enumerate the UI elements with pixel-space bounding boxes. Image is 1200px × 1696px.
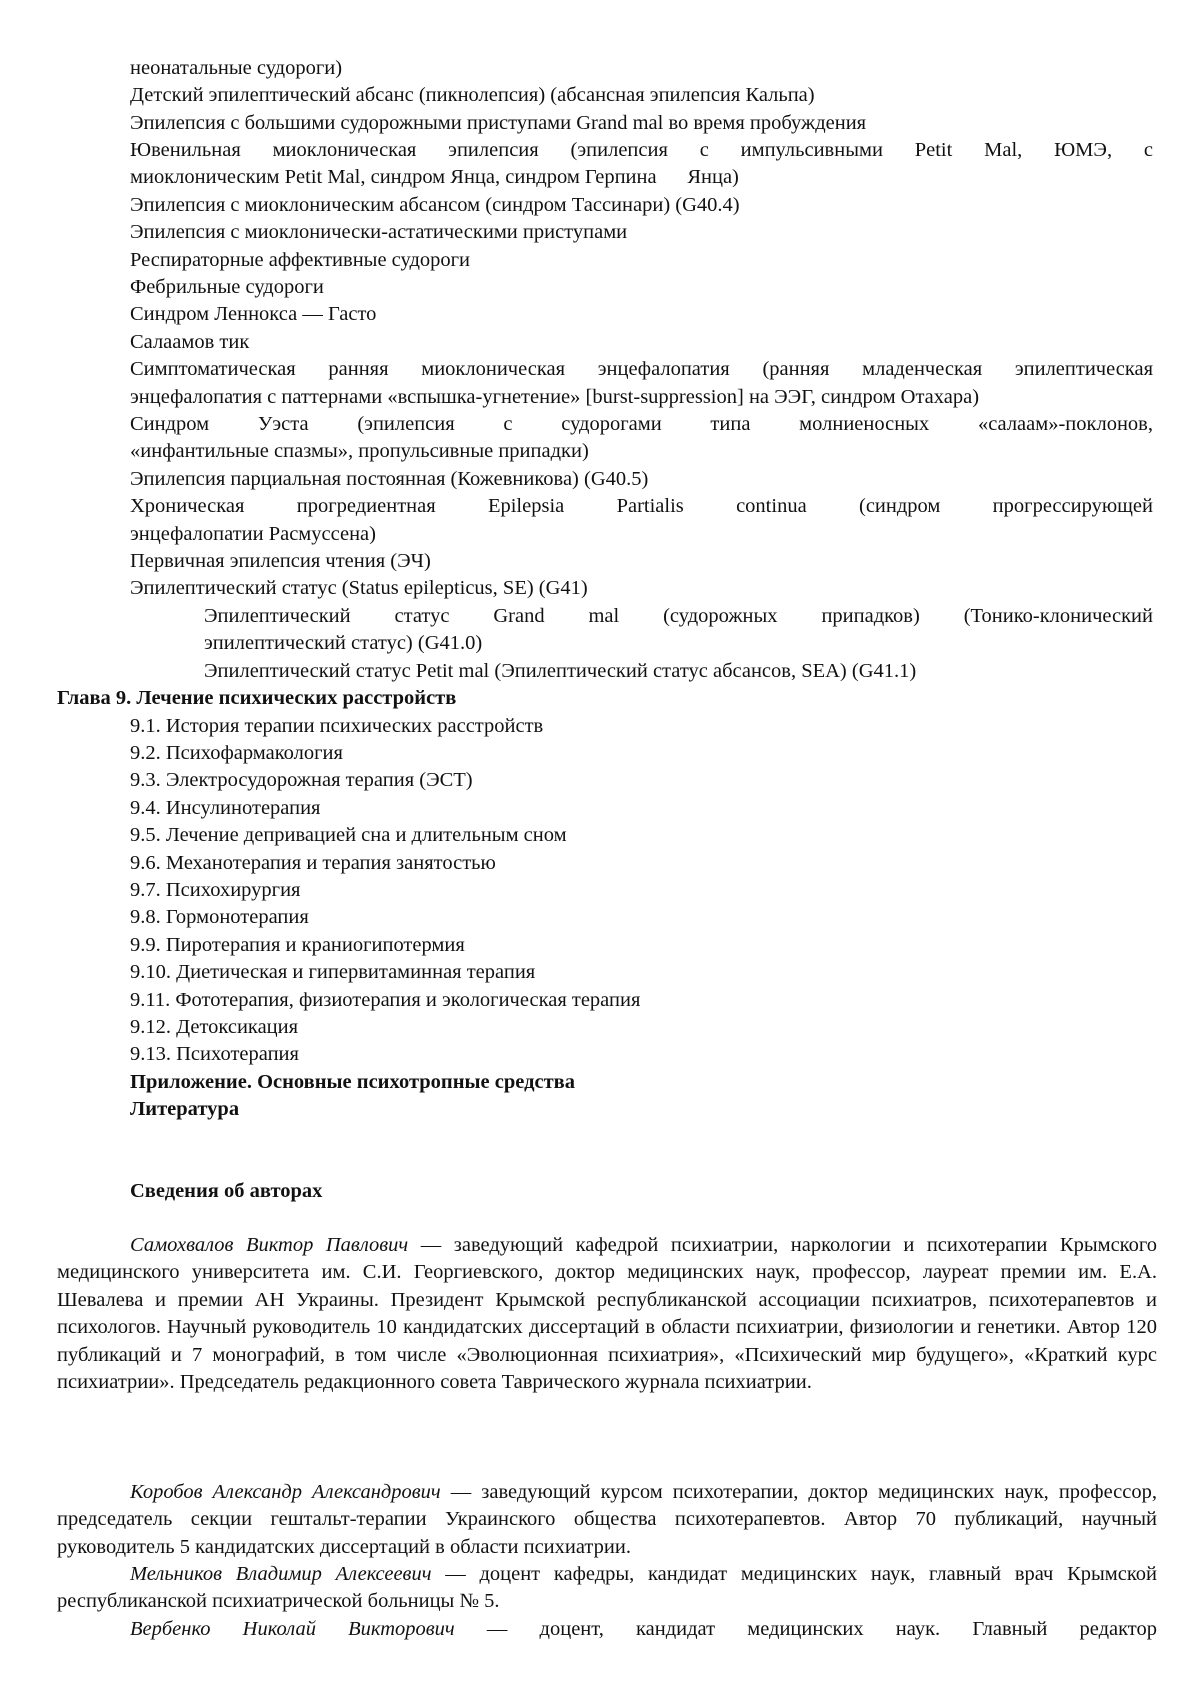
- author-paragraph: [57, 1232, 1157, 1396]
- toc-line: Хроническая прогредиентная Epilepsia Partialis continua (синдром прогрессирующей: [130, 495, 1153, 517]
- author-bio: — доцент, кандидат медицинских наук. Главный редактор: [454, 1618, 1158, 1640]
- toc-line: Детский эпилептический абсанс (пикнолепсия) (абсансная эпилепсия Кальпа): [130, 84, 815, 106]
- literature-heading: Литература: [130, 1098, 240, 1120]
- author-paragraph: [57, 1479, 1157, 1561]
- toc-line: миоклоническим Petit Mal, синдром Янца, синдром Герпина Янца): [130, 166, 739, 188]
- toc-line: Респираторные аффективные судороги: [130, 249, 471, 271]
- toc-section: 9.6. Механотерапия и терапия занятостью: [130, 852, 496, 874]
- toc-section: 9.1. История терапии психических расстройств: [130, 715, 544, 737]
- toc-line: неонатальные судороги): [130, 57, 343, 79]
- author-bio: — доцент кафедры, кандидат медицинских наук, главный врач Крымской республиканской психиатрической больницы № 5.: [57, 1563, 1157, 1613]
- author-name: Самохвалов Виктор Павлович: [130, 1234, 409, 1256]
- chapter-heading: Глава 9. Лечение психических расстройств: [57, 687, 457, 709]
- toc-line: «инфантильные спазмы», пропульсивные припадки): [130, 440, 589, 462]
- author-bio: — заведующий кафедрой психиатрии, наркологии и психотерапии Крымского медицинского университета им. С.И. Георгиевского, доктор медицинских наук, профессор, лауреат премии им. Е.А. Шевалева и премии АН Украины. Президент Крымской республиканской ассоциации психиатров, психотерапевтов и психологов. Научный руководитель 10 кандидатских диссертаций в области психиатрии, физиологии и генетики. Автор 120 публикаций и 7 монографий, в том числе «Эволюционная психиатрия», «Психический мир будущего», «Краткий курс психиатрии». Председатель редакционного совета Таврического журнала психиатрии.: [57, 1234, 1157, 1394]
- toc-line: Синдром Уэста (эпилепсия с судорогами типа молниеносных «салаам»-поклонов,: [130, 413, 1153, 435]
- author-paragraph: [57, 1616, 1157, 1643]
- appendix-heading: Приложение. Основные психотропные средства: [130, 1071, 575, 1093]
- authors-heading: Сведения об авторах: [130, 1180, 323, 1202]
- toc-line: Эпилепсия с миоклоническим абсансом (синдром Тассинари) (G40.4): [130, 194, 740, 216]
- toc-section: 9.10. Диетическая и гипервитаминная терапия: [130, 961, 536, 983]
- toc-line: энцефалопатии Расмуссена): [130, 523, 376, 545]
- toc-line: Салаамов тик: [130, 331, 250, 353]
- toc-line: Ювенильная миоклоническая эпилепсия (эпилепсия с импульсивными Petit Mal, ЮМЭ, с: [130, 139, 1153, 161]
- author-name: Вербенко Николай Викторович: [130, 1618, 455, 1640]
- author-name: Мельников Владимир Алексеевич: [130, 1563, 432, 1585]
- toc-section: 9.4. Инсулинотерапия: [130, 797, 321, 819]
- toc-line: энцефалопатия с паттернами «вспышка-угнетение» [burst-suppression] на ЭЭГ, синдром Отахара): [130, 386, 980, 408]
- toc-line: Синдром Леннокса — Гасто: [130, 303, 377, 325]
- toc-section: 9.9. Пиротерапия и краниогипотермия: [130, 934, 465, 956]
- toc-line: Эпилептический статус (Status epilepticus, SE) (G41): [130, 577, 588, 599]
- toc-section: 9.13. Психотерапия: [130, 1043, 299, 1065]
- toc-section: 9.11. Фототерапия, физиотерапия и экологическая терапия: [130, 989, 641, 1011]
- toc-line: Первичная эпилепсия чтения (ЭЧ): [130, 550, 431, 572]
- toc-line: Симптоматическая ранняя миоклоническая энцефалопатия (ранняя младенческая эпилептическая: [130, 358, 1153, 380]
- toc-section: 9.7. Психохирургия: [130, 879, 301, 901]
- toc-subline: Эпилептический статус Grand mal (судорожных припадков) (Тонико-клонический: [204, 605, 1153, 627]
- toc-section: 9.5. Лечение депривацией сна и длительным сном: [130, 824, 567, 846]
- author-bio: — заведующий курсом психотерапии, доктор медицинских наук, профессор, председатель секции гештальт-терапии Украинского общества психотерапевтов. Автор 70 публикаций, научный руководитель 5 кандидатских диссертаций в области психиатрии.: [57, 1481, 1158, 1558]
- toc-subline: Эпилептический статус Petit mal (Эпилептический статус абсансов, SEA) (G41.1): [204, 660, 917, 682]
- toc-subline: эпилептический статус) (G41.0): [204, 632, 483, 654]
- toc-line: Эпилепсия с миоклонически-астатическими приступами: [130, 221, 628, 243]
- toc-section: 9.2. Психофармакология: [130, 742, 343, 764]
- toc-section: 9.12. Детоксикация: [130, 1016, 299, 1038]
- author-paragraph: [57, 1561, 1157, 1616]
- toc-line: Эпилепсия парциальная постоянная (Кожевникова) (G40.5): [130, 468, 649, 490]
- toc-section: 9.8. Гормонотерапия: [130, 906, 309, 928]
- toc-section: 9.3. Электросудорожная терапия (ЭСТ): [130, 769, 473, 791]
- toc-line: Фебрильные судороги: [130, 276, 324, 298]
- author-name: Коробов Александр Александрович: [130, 1481, 441, 1503]
- toc-line: Эпилепсия с большими судорожными приступами Grand mal во время пробуждения: [130, 112, 867, 134]
